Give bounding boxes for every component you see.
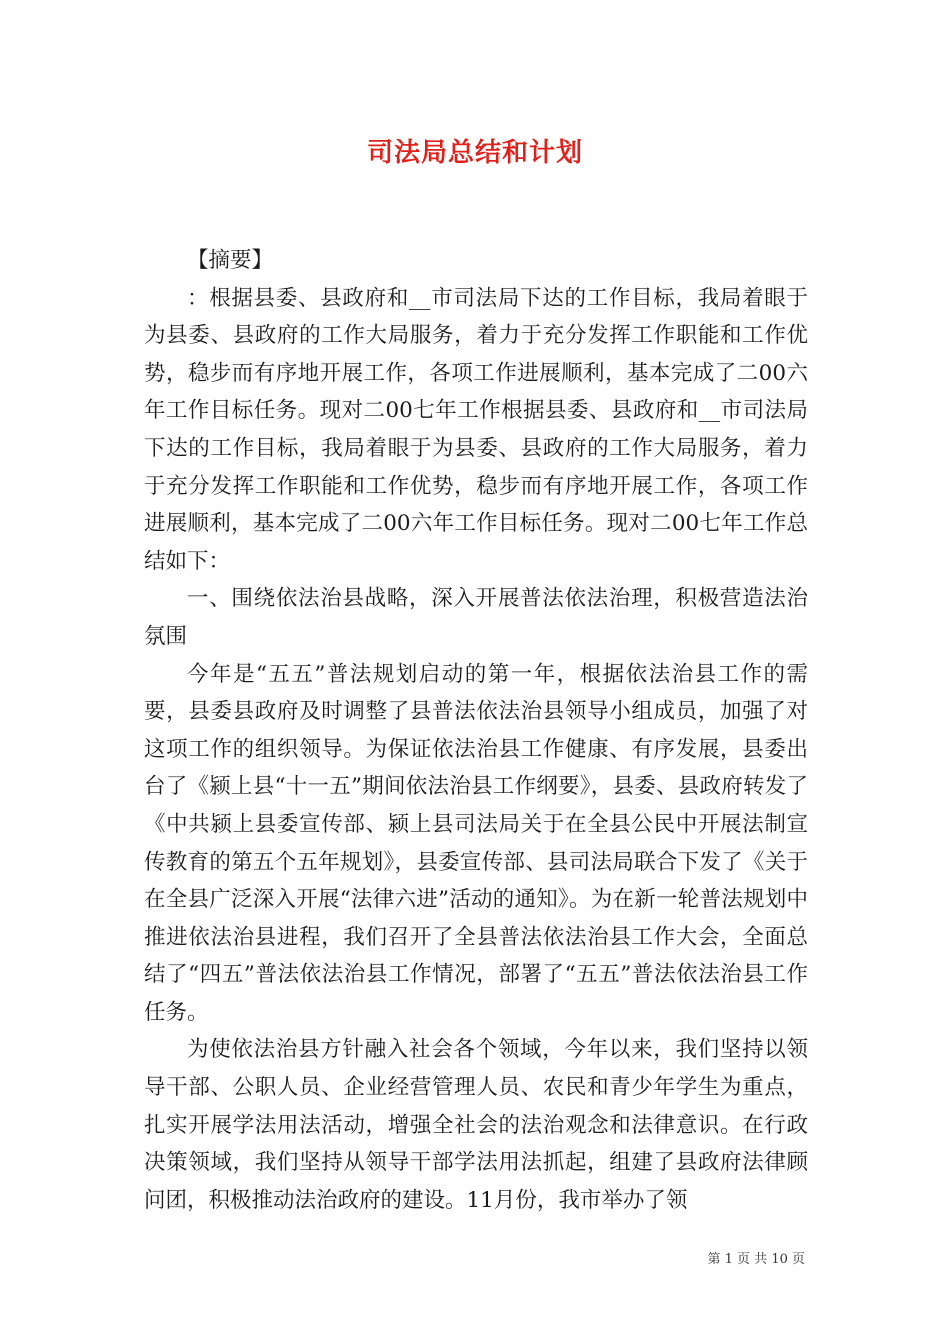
document-title: 司法局总结和计划: [366, 138, 583, 168]
paragraph: ：根据县委、县政府和__市司法局下达的工作目标，我局着眼于为县委、县政府的工作大局服务，着力于充分发挥工作职能和工作优势，稳步而有序地开展工作，各项工作进展顺利，基本完成了二00六年工作目标任务。现对二00七年工作根据县委、县政府和__市司法局下达的工作目标，我局着眼于为县委、县政府的工作大局服务，着力于充分发挥工作职能和工作优势，稳步而有序地开展工作，各项工作进展顺利，基本完成了二00六年工作目标任务。现对二00七年工作总结如下：: [144, 285, 808, 574]
page-footer: 第 1 页 共 10 页: [707, 1252, 805, 1267]
document-body: [144, 242, 808, 1219]
paragraph: 今年是“五五”普法规划启动的第一年，根据依法治县工作的需要，县委县政府及时调整了县普法依法治县领导小组成员，加强了对这项工作的组织领导。为保证依法治县工作健康、有序发展，县委出台了《颍上县“十一五”期间依法治县工作纲要》，县委、县政府转发了《中共颍上县委宣传部、颍上县司法局关于在全县公民中开展法制宣传教育的第五个五年规划》，县委宣传部、县司法局联合下发了《关于在全县广泛深入开展“法律六进”活动的通知》。为在新一轮普法规划中推进依法治县进程，我们召开了全县普法依法治县工作大会，全面总结了“四五”普法依法治县工作情况，部署了“五五”普法依法治县工作任务。: [144, 661, 808, 1025]
abstract-heading: 【摘要】: [187, 248, 274, 273]
section-heading: 一、围绕依法治县战略，深入开展普法依法治理，积极营造法治氛围: [144, 586, 808, 649]
paragraph: 为使依法治县方针融入社会各个领域，今年以来，我们坚持以领导干部、公职人员、企业经营管理人员、农民和青少年学生为重点，扎实开展学法用法活动，增强全社会的法治观念和法律意识。在行政决策领域，我们坚持从领导干部学法用法抓起，组建了县政府法律顾问团，积极推动法治政府的建设。11月份，我市举办了领: [144, 1037, 808, 1213]
